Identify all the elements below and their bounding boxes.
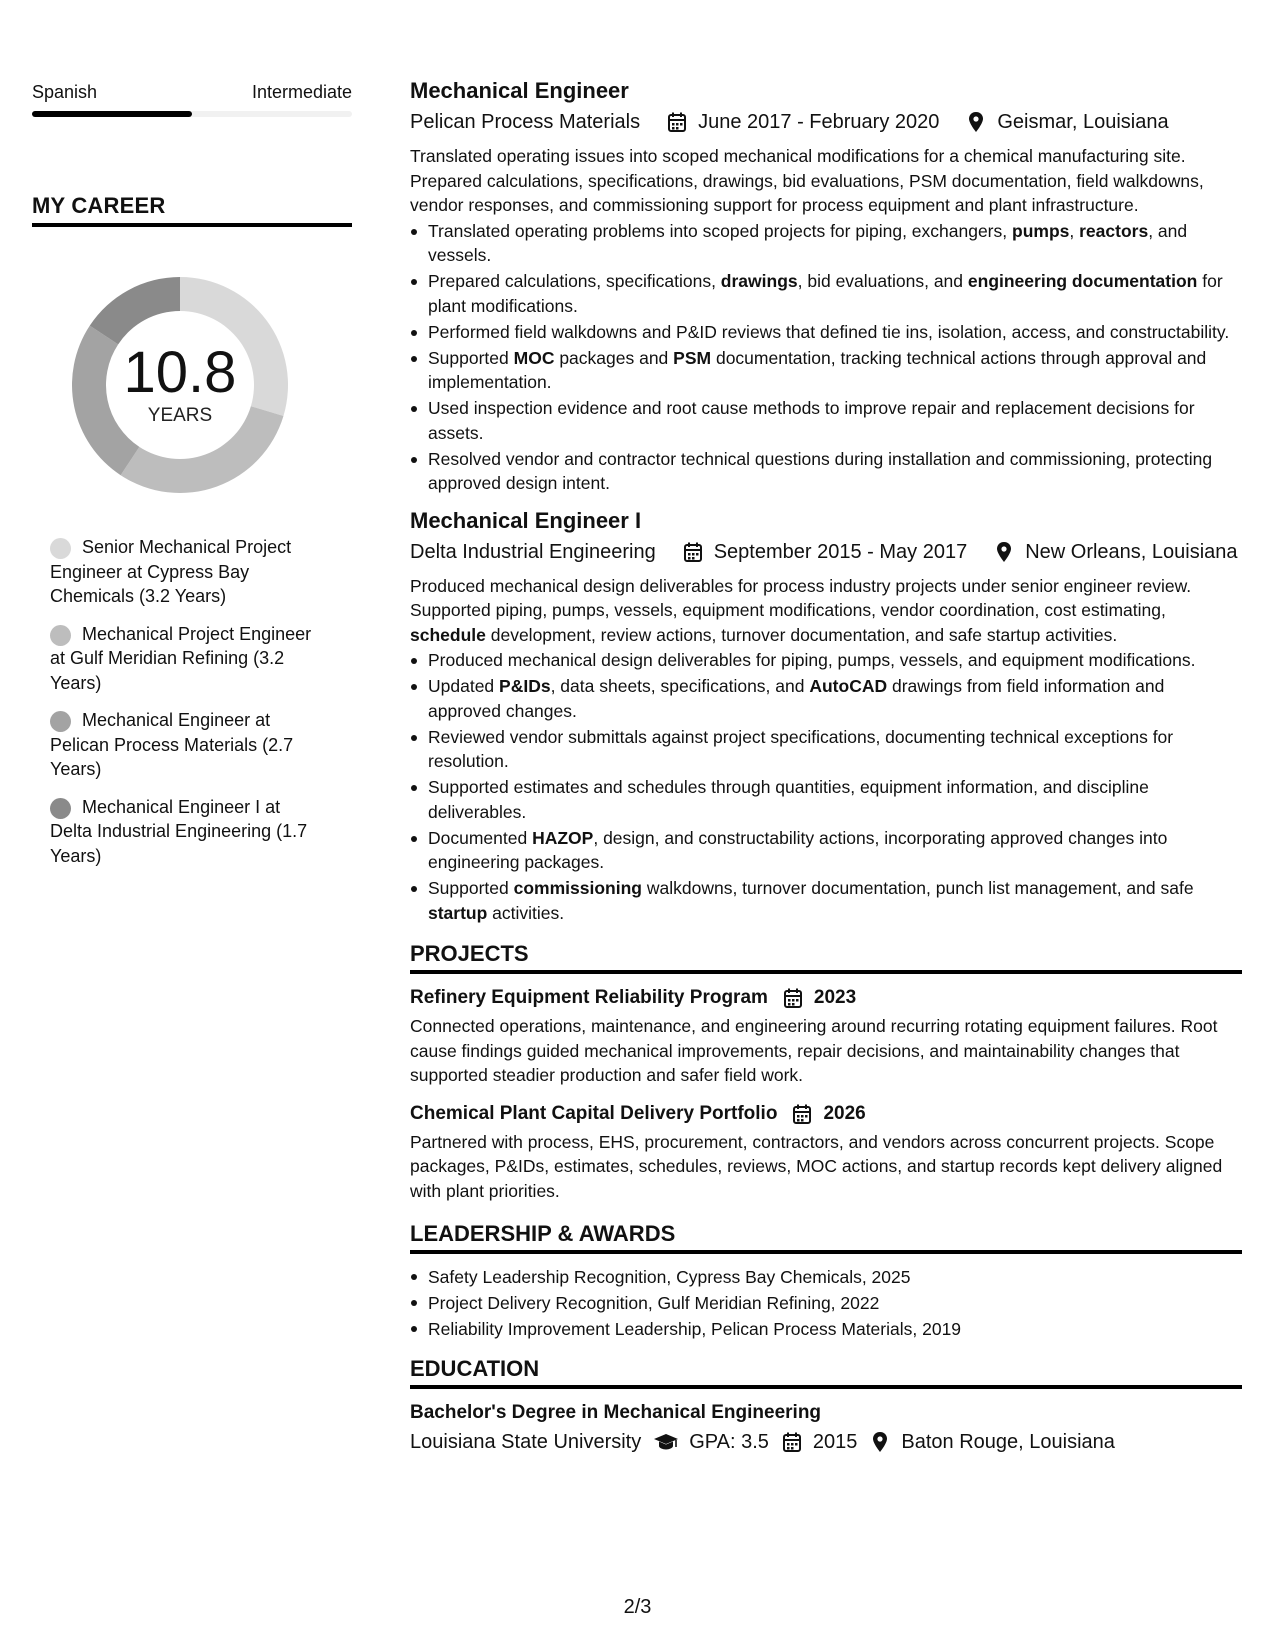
job-meta — [410, 106, 1242, 138]
school-name: Louisiana State University — [410, 1431, 642, 1453]
education-heading: EDUCATION — [410, 1356, 1242, 1389]
graduation-cap-icon — [653, 1431, 679, 1453]
job-dates: June 2017 - February 2020 — [698, 111, 940, 133]
keyword-highlight: HAZOP — [532, 827, 594, 848]
leadership-heading: LEADERSHIP & AWARDS — [410, 1221, 1242, 1254]
keyword-highlight: PSM — [673, 347, 712, 368]
language-name: Spanish — [32, 81, 98, 102]
keyword-highlight: AutoCAD — [809, 676, 888, 696]
job-bullets — [410, 219, 1242, 496]
main-content — [410, 76, 1242, 1457]
project-title-row — [410, 1100, 1242, 1128]
legend-item — [50, 535, 322, 609]
keyword-highlight: MOC — [513, 347, 555, 368]
job-location: New Orleans, Louisiana — [1025, 540, 1238, 563]
language-proficiency-bar — [32, 111, 352, 117]
projects-heading: PROJECTS — [410, 941, 1242, 974]
language-row — [32, 78, 352, 106]
graduation-year: 2015 — [812, 1431, 858, 1453]
job-summary: Produced mechanical design deliverables for process industry projects under senior engineer review. Supported piping, pumps, vessels, equipment modifications, vendor coordination, cost estimating, schedule development, review actions, turnover documentation, and safe startup activities. — [410, 575, 1192, 645]
gpa: GPA: 3.5 — [689, 1431, 769, 1453]
project-year: 2023 — [813, 987, 857, 1008]
language-proficiency-fill — [32, 111, 192, 117]
keyword-highlight: reactors — [1079, 220, 1149, 241]
keyword-highlight: P&IDs — [499, 676, 551, 696]
keyword-highlight: schedule — [410, 624, 486, 645]
keyword-highlight: commissioning — [513, 878, 642, 898]
keyword-highlight: drawings — [720, 271, 798, 291]
legend-label: Mechanical Project Engineer at Gulf Meridian Refining (3.2 Years) — [50, 623, 312, 693]
job-bullet: Updated P&IDs, data sheets, specifications, and AutoCAD drawings from field information and approved changes. — [410, 674, 1242, 723]
company-name: Pelican Process Materials — [410, 111, 641, 133]
career-legend — [32, 535, 352, 868]
location-pin-icon — [993, 541, 1015, 563]
job-bullets — [410, 648, 1242, 925]
page-number: 2/3 — [623, 1596, 652, 1618]
calendar-icon — [682, 541, 704, 563]
legend-label: Senior Mechanical Project Engineer at Cypress Bay Chemicals (3.2 Years) — [50, 537, 292, 606]
career-donut-chart — [64, 269, 296, 501]
project-name: Refinery Equipment Reliability Program — [410, 987, 768, 1008]
language-level: Intermediate — [251, 81, 352, 102]
company-name: Delta Industrial Engineering — [410, 540, 656, 563]
job-bullet: Supported commissioning walkdowns, turnover documentation, punch list management, and safe startup activities. — [410, 876, 1242, 925]
legend-item — [50, 622, 322, 696]
job-bullet: Produced mechanical design deliverables for piping, pumps, vessels, and equipment modifications. — [410, 648, 1242, 673]
job-summary: Translated operating issues into scoped mechanical modifications for a chemical manufacturing site. Prepared calculations, specifications, drawings, bid evaluations, PSM documentation, field walkdowns, vendor responses, and commissioning support for process equipment and plant infrastructure. — [410, 146, 1204, 215]
keyword-highlight: startup — [428, 902, 488, 923]
legend-label: Mechanical Engineer at Pelican Process Materials (2.7 Years) — [50, 710, 294, 779]
school-location: Baton Rouge, Louisiana — [901, 1431, 1115, 1453]
legend-dot — [50, 711, 71, 732]
legend-dot — [50, 798, 71, 819]
job-bullet: Documented HAZOP, design, and constructability actions, incorporating approved changes into engineering packages. — [410, 826, 1242, 875]
legend-dot — [50, 538, 71, 559]
sidebar — [32, 78, 352, 881]
job-bullet: Supported MOC packages and PSM documentation, tracking technical actions through approval and implementation. — [410, 346, 1242, 395]
legend-item — [50, 708, 322, 782]
calendar-icon — [781, 1431, 803, 1453]
project-name: Chemical Plant Capital Delivery Portfolio — [410, 1102, 778, 1124]
keyword-highlight: pumps — [1012, 220, 1070, 241]
project-description: Connected operations, maintenance, and engineering around recurring rotating equipment failures. Root cause findings guided mechanical improvements, repair decisions, and maintainability changes that supported steadier production and safer field work. — [410, 1016, 1218, 1085]
awards-list — [410, 1264, 1242, 1342]
job-bullet: Resolved vendor and contractor technical questions during installation and commissioning, protecting approved design intent. — [410, 447, 1242, 496]
job-title: Mechanical Engineer — [410, 78, 629, 103]
project-year: 2026 — [823, 1102, 866, 1124]
award-item: Project Delivery Recognition, Gulf Meridian Refining, 2022 — [410, 1290, 1242, 1316]
education-meta — [410, 1427, 1242, 1457]
project-title-row — [410, 984, 1242, 1012]
experience-entry — [410, 76, 1242, 496]
job-dates: September 2015 - May 2017 — [713, 540, 968, 563]
career-total-years: 10.8 — [123, 340, 237, 405]
legend-item — [50, 795, 322, 869]
career-total-unit: YEARS — [147, 405, 213, 426]
donut-center — [64, 269, 296, 501]
legend-label: Mechanical Engineer I at Delta Industrial Engineering (1.7 Years) — [50, 796, 308, 866]
job-location: Geismar, Louisiana — [997, 111, 1169, 133]
job-bullet: Used inspection evidence and root cause methods to improve repair and replacement decisions for assets. — [410, 396, 1242, 445]
job-bullet: Reviewed vendor submittals against project specifications, documenting technical exceptions for resolution. — [410, 725, 1242, 774]
award-item: Safety Leadership Recognition, Cypress Bay Chemicals, 2025 — [410, 1264, 1242, 1290]
location-pin-icon — [965, 111, 987, 133]
job-bullet: Performed field walkdowns and P&ID reviews that defined tie ins, isolation, access, and constructability. — [410, 320, 1242, 345]
project-description: Partnered with process, EHS, procurement, contractors, and vendors across concurrent projects. Scope packages, P&IDs, estimates, schedules, reviews, MOC actions, and startup records kept delivery aligned with plant priorities. — [410, 1131, 1223, 1201]
job-bullet: Supported estimates and schedules through quantities, equipment information, and discipline deliverables. — [410, 775, 1242, 824]
job-bullet: Translated operating problems into scoped projects for piping, exchangers, pumps, reactors, and vessels. — [410, 219, 1242, 268]
experience-entry — [410, 506, 1242, 926]
job-title: Mechanical Engineer I — [410, 507, 642, 533]
job-bullet: Prepared calculations, specifications, drawings, bid evaluations, and engineering documentation for plant modifications. — [410, 269, 1242, 318]
keyword-highlight: engineering documentation — [967, 271, 1198, 291]
award-item: Reliability Improvement Leadership, Pelican Process Materials, 2019 — [410, 1316, 1242, 1342]
project-entry — [410, 984, 1242, 1088]
calendar-icon — [782, 987, 804, 1009]
degree-name: Bachelor's Degree in Mechanical Engineering — [410, 1402, 822, 1423]
project-entry — [410, 1100, 1242, 1204]
calendar-icon — [666, 111, 688, 133]
job-meta — [410, 536, 1242, 568]
calendar-icon — [791, 1103, 813, 1125]
career-heading: MY CAREER — [32, 193, 352, 227]
location-pin-icon — [869, 1431, 891, 1453]
legend-dot — [50, 625, 71, 646]
